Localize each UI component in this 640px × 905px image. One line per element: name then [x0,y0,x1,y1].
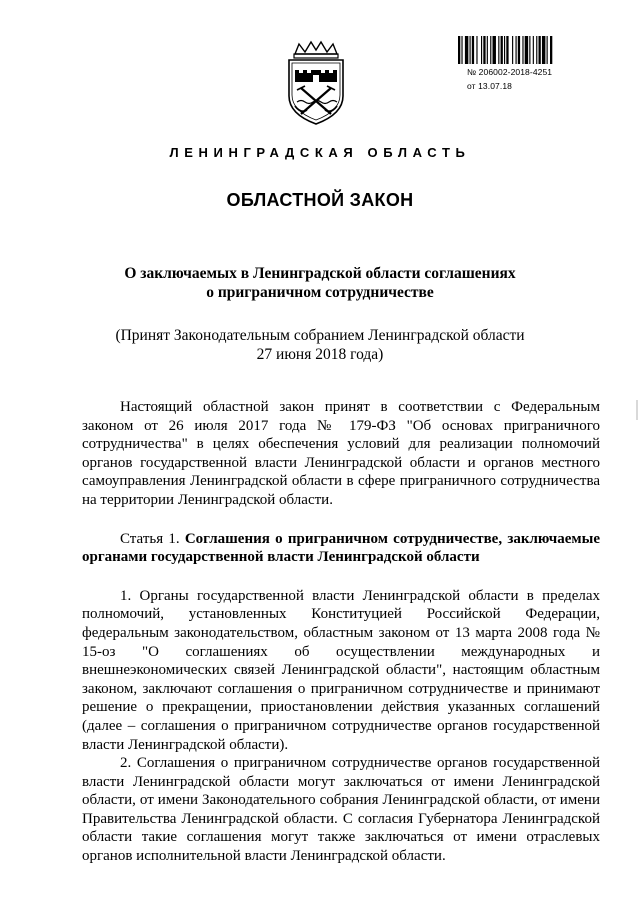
document-type: ОБЛАСТНОЙ ЗАКОН [226,190,414,210]
region-name: ЛЕНИНГРАДСКАЯ ОБЛАСТЬ [169,145,471,160]
document-body [82,398,600,866]
scan-edge-mark [636,400,638,420]
preamble-paragraph: Настоящий областной закон принят в соответствии с Федеральным законом от 26 июля 2017 года № 179-ФЗ "Об основах приграничного сотрудничества" в целях обеспечения условий для реализации полномочий органов государственной власти Ленинградской области и органов местного самоуправления Ленинградской области в сфере приграничного сотрудничества на территории Ленинградской области. [82,399,600,508]
coat-of-arms-icon [281,40,351,126]
law-title-line: о приграничном сотрудничестве [206,284,434,301]
law-title-line: О заключаемых в Ленинградской области соглашениях [124,265,516,282]
article-paragraph: 2. Соглашения о приграничном сотрудничестве органов государственной власти Ленинградской области могут заключаться от имени Ленинградской области, от имени Законодательного собрания Ленинградской области, от имени Правительства Ленинградской области. С согласия Губернатора Ленинградской области такие соглашения могут также заключаться от имени отраслевых органов исполнительной власти Ленинградской области. [82,755,600,865]
article-paragraph: 1. Органы государственной власти Ленинградской области в пределах полномочий, установленных Конституцией Российской Федерации, федеральным законодательством, областным законом от 13 марта 2008 года № 15-оз "О соглашениях об осуществлении международных и внешнеэкономических связей Ленинградской области", настоящим областным законом, заключают соглашения о приграничном сотрудничестве и принимают решение о прекращении, приостановлении действия указанных соглашений (далее – соглашения о приграничном сотрудничестве органов государственной власти Ленинградской области). [82,587,600,753]
registration-date: от 13.07.18 [467,81,512,91]
registration-stamp [458,36,598,92]
law-title [0,264,640,302]
registration-number: № 206002-2018-4251 [467,67,553,77]
adoption-note [0,326,640,364]
adoption-note-line: (Принят Законодательным собранием Ленинградской области [115,327,525,344]
adoption-note-line: 27 июня 2018 года) [256,346,384,363]
barcode-icon [458,36,598,64]
article-title: Соглашения о приграничном сотрудничестве, заключаемые органами государственной власти Ленинградской области [82,530,600,566]
article-heading [82,530,600,567]
article-number: Статья 1. [120,530,180,547]
